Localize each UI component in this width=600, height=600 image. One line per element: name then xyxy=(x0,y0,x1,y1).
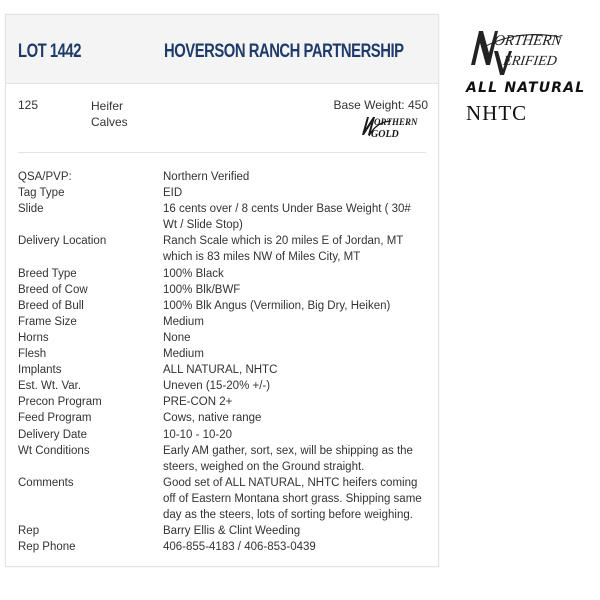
detail-row xyxy=(18,443,428,475)
detail-label: Tag Type xyxy=(18,187,65,200)
detail-value: 100% Blk/BWF xyxy=(163,283,241,296)
svg-text:GOLD: GOLD xyxy=(371,129,399,140)
detail-value: Ranch Scale which is 20 miles E of Jordan, MT which is 83 miles NW of Miles City, MT xyxy=(163,235,404,264)
detail-value: 100% Blk Angus (Vermilion, Big Dry, Heiken) xyxy=(163,299,391,312)
detail-row xyxy=(18,266,428,282)
lot-number: LOT 1442 xyxy=(18,41,81,62)
head-count: 125 xyxy=(18,98,39,112)
cattle-description: Heifer Calves xyxy=(91,99,128,129)
detail-value: EID xyxy=(163,187,183,200)
detail-row xyxy=(18,282,428,298)
nhtc-badge: NHTC xyxy=(466,101,528,125)
svg-text:ORTHERN: ORTHERN xyxy=(374,117,418,127)
detail-value: Barry Ellis & Clint Weeding xyxy=(163,525,301,538)
svg-text:ORTHERN: ORTHERN xyxy=(492,33,563,49)
detail-label: Breed of Cow xyxy=(18,283,88,296)
northern-gold-logo xyxy=(361,114,427,140)
detail-label: Frame Size xyxy=(18,315,77,328)
detail-label: Flesh xyxy=(18,348,47,361)
detail-label: Horns xyxy=(18,331,49,344)
lot-details xyxy=(18,169,428,555)
detail-label: Delivery Date xyxy=(18,428,88,441)
detail-label: Rep xyxy=(18,525,40,538)
detail-value: Cows, native range xyxy=(163,412,262,425)
detail-value: None xyxy=(163,331,191,344)
detail-row xyxy=(18,475,428,523)
detail-row xyxy=(18,346,428,362)
detail-label: Rep Phone xyxy=(18,541,76,554)
detail-row xyxy=(18,298,428,314)
detail-row xyxy=(18,201,428,233)
detail-row xyxy=(18,233,428,265)
lot-card xyxy=(5,14,439,567)
consignor-name: HOVERSON RANCH PARTNERSHIP xyxy=(164,41,404,62)
detail-value: ALL NATURAL, NHTC xyxy=(163,364,278,377)
detail-row xyxy=(18,378,428,394)
detail-value: Early AM gather, sort, sex, will be shipping as the steers, weighed on the Ground straight. xyxy=(163,444,413,473)
detail-label: Feed Program xyxy=(18,412,92,425)
all-natural-badge: ALL NATURAL xyxy=(466,80,586,96)
detail-label: Comments xyxy=(18,476,74,489)
detail-label: Implants xyxy=(18,364,62,377)
detail-value: 100% Black xyxy=(163,267,224,280)
detail-row xyxy=(18,330,428,346)
detail-row xyxy=(18,427,428,443)
detail-label: Precon Program xyxy=(18,396,102,409)
detail-row xyxy=(18,523,428,539)
detail-row xyxy=(18,314,428,330)
detail-label: Slide xyxy=(18,203,44,216)
detail-label: QSA/PVP: xyxy=(18,171,72,183)
detail-value: Medium xyxy=(163,348,204,361)
lot-header xyxy=(6,15,438,84)
detail-value: Uneven (15-20% +/-) xyxy=(163,380,271,393)
detail-value: 10-10 - 10-20 xyxy=(163,428,233,441)
detail-row xyxy=(18,394,428,410)
detail-value: Good set of ALL NATURAL, NHTC heifers coming off of Eastern Montana short grass. Shipping same day as the steers, lots of sorting before weighing. xyxy=(163,476,422,521)
lot-summary xyxy=(6,83,438,153)
detail-label: Breed Type xyxy=(18,267,77,280)
detail-value: Medium xyxy=(163,315,204,328)
detail-label: Delivery Location xyxy=(18,235,107,248)
northern-verified-logo xyxy=(468,27,564,79)
detail-row xyxy=(18,169,428,185)
summary-divider xyxy=(18,152,426,153)
detail-label: Est. Wt. Var. xyxy=(18,380,82,393)
detail-row xyxy=(18,362,428,378)
detail-value: 406-855-4183 / 406-853-0439 xyxy=(163,541,316,554)
detail-row xyxy=(18,410,428,426)
detail-row xyxy=(18,539,428,555)
detail-value: Northern Verified xyxy=(163,171,250,183)
detail-value: 16 cents over / 8 cents Under Base Weight ( 30# Wt / Slide Stop) xyxy=(163,203,411,232)
detail-label: Breed of Bull xyxy=(18,299,84,312)
base-weight: Base Weight: 450 xyxy=(333,98,428,112)
detail-value: PRE-CON 2+ xyxy=(163,396,233,409)
detail-label: Wt Conditions xyxy=(18,444,90,457)
svg-text:ERIFIED: ERIFIED xyxy=(502,53,558,69)
detail-row xyxy=(18,185,428,201)
